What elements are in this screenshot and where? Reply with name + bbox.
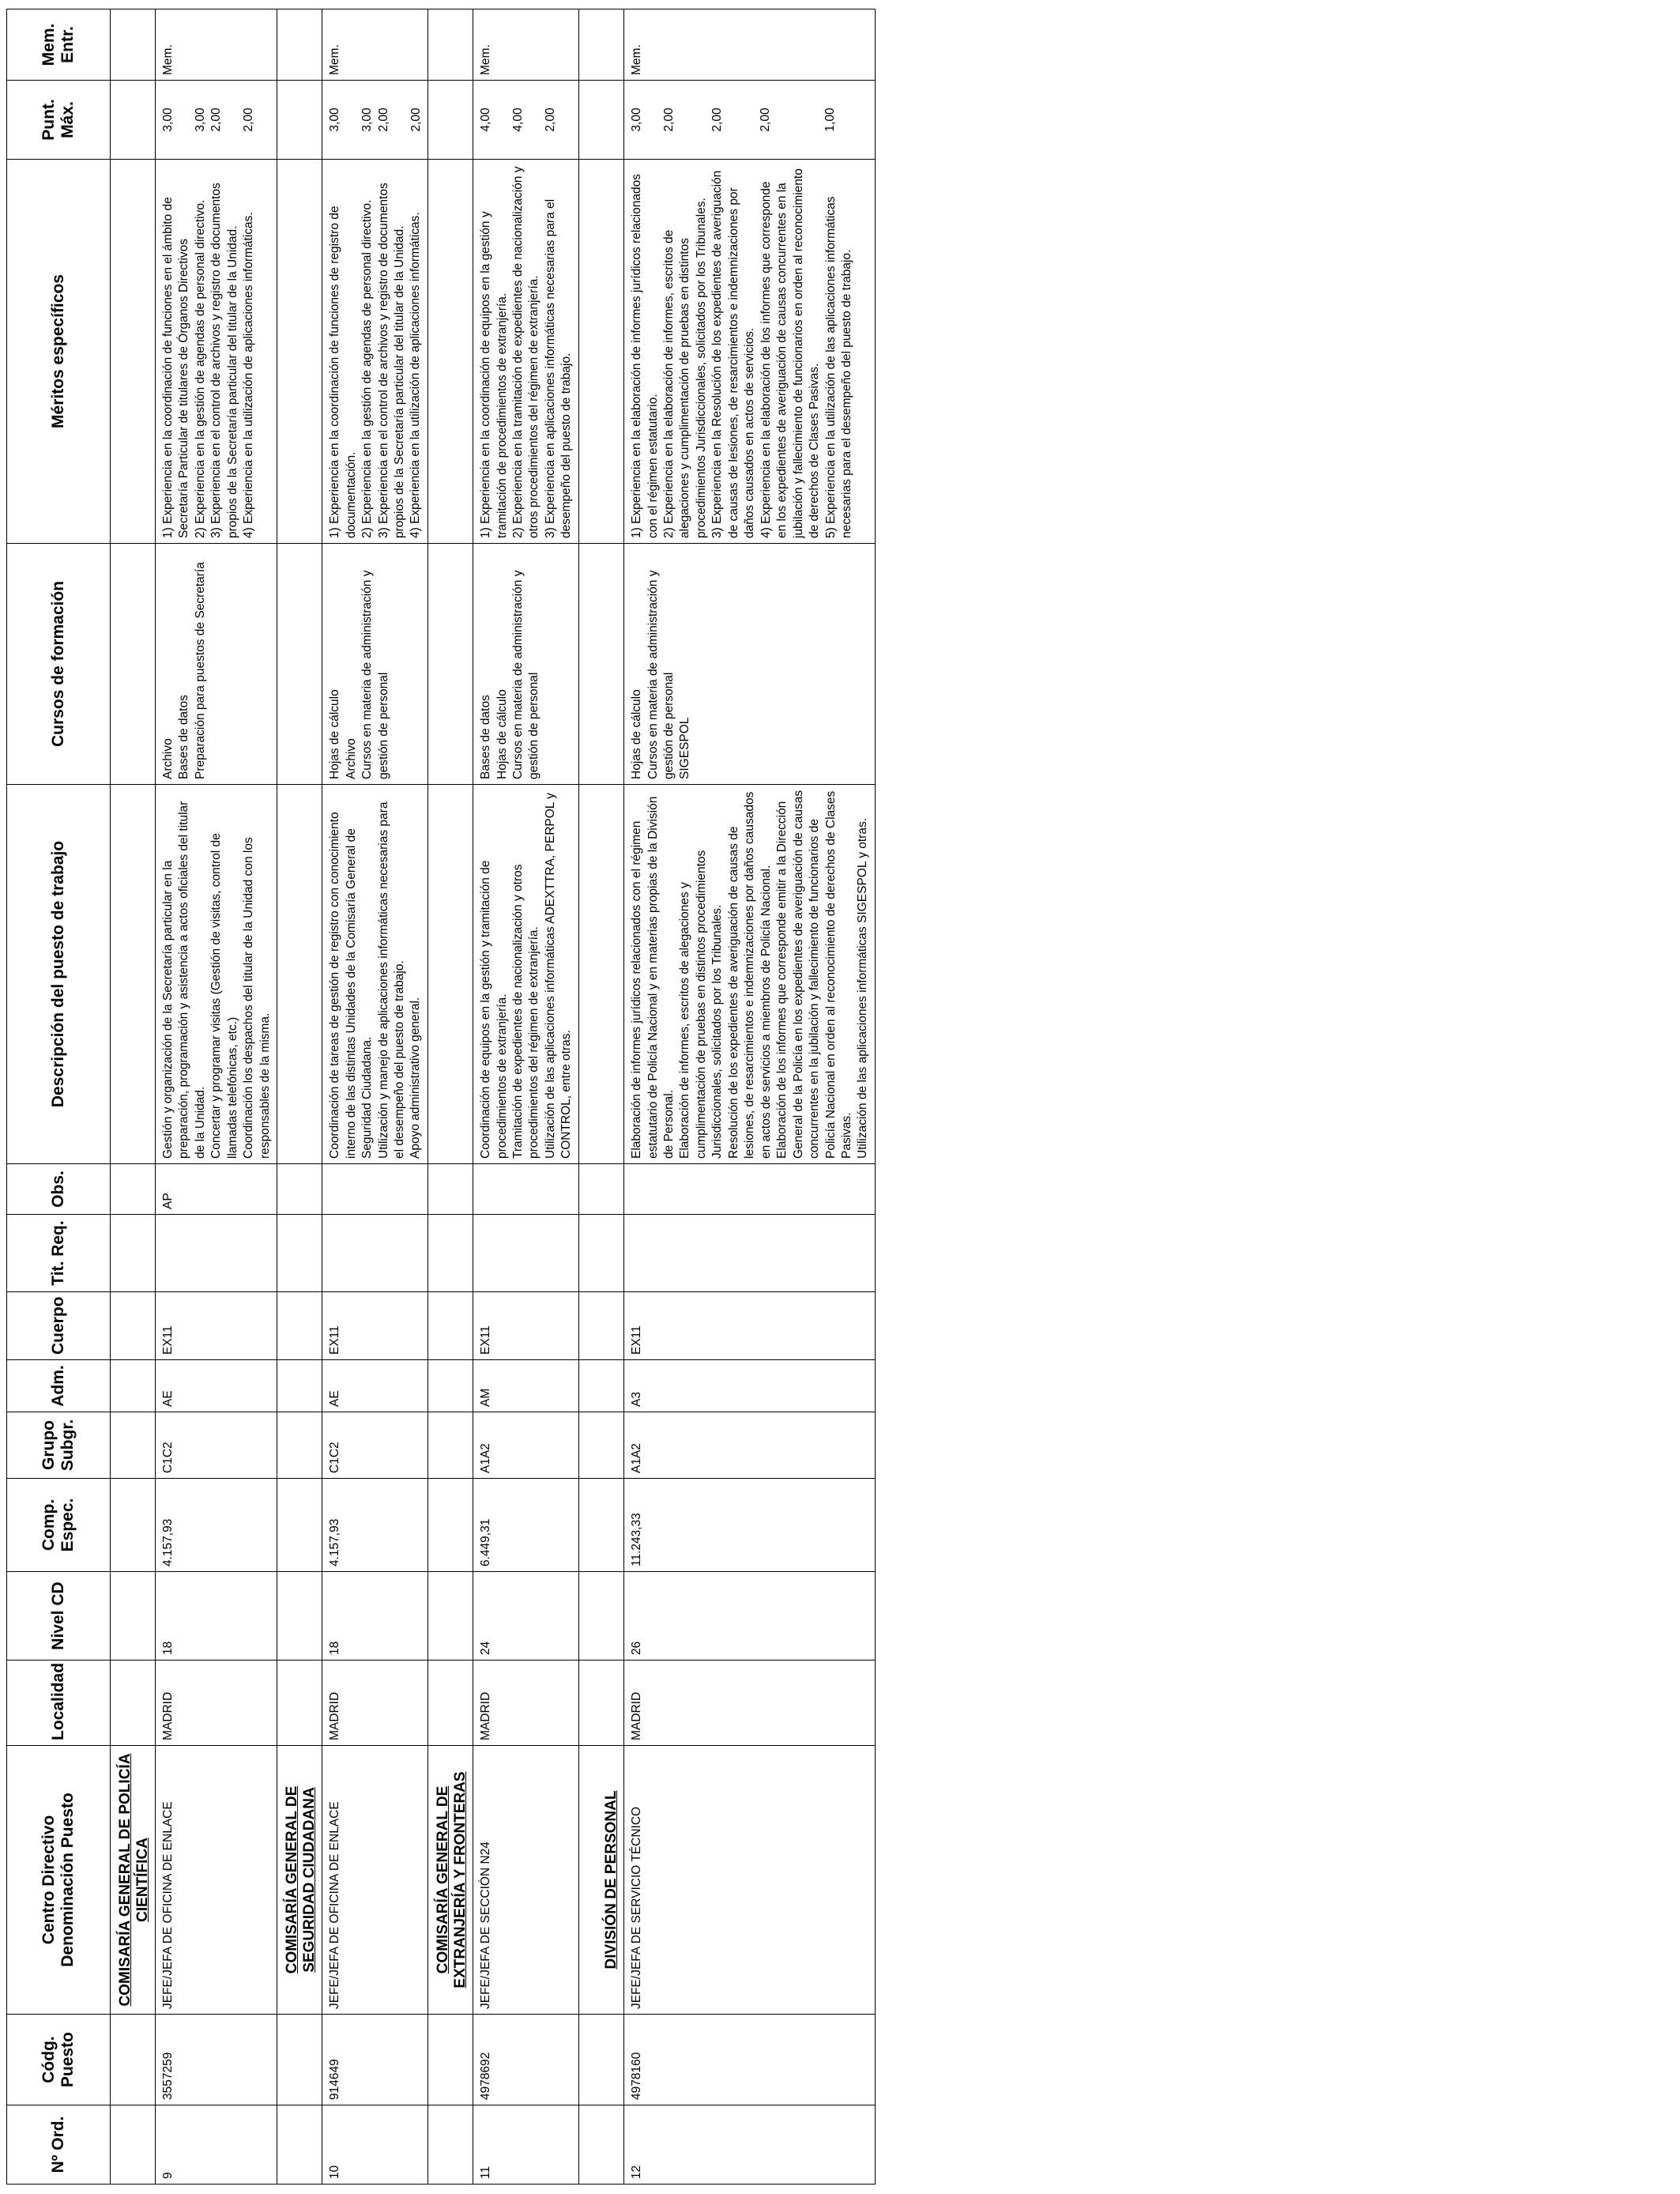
num-ord-cell: 10 [322, 2105, 428, 2185]
merito-item: 1) Experiencia en la coordinación de equipos en la gestión y tramitación de procedimientos de extranjería. [479, 211, 509, 538]
denominacion-cell: JEFE/JEFA DE OFICINA DE ENLACE [156, 1746, 277, 2015]
empty-cell [579, 9, 624, 81]
descripcion-cell [624, 785, 876, 1164]
section-row [111, 9, 156, 2185]
empty-cell [579, 81, 624, 160]
merito-item: 4) Experiencia en la utilización de aplicaciones informáticas. [242, 212, 256, 538]
curso-item: Cursos en materia de administración y gestión de personal [646, 570, 676, 779]
denominacion-cell: JEFE/JEFA DE SECCIÓN N24 [473, 1746, 579, 2015]
header-adm: Adm. [7, 1360, 111, 1412]
descripcion-line: Utilización de las aplicaciones informáticas SIGESPOL y otras. [856, 817, 870, 1159]
cuerpo-cell: EX11 [156, 1292, 277, 1360]
cod-puesto-cell: 4978160 [624, 2015, 876, 2105]
denominacion-cell: JEFE/JEFA DE OFICINA DE ENLACE [322, 1746, 428, 2015]
empty-cell [277, 160, 322, 544]
merito-item: 4) Experiencia en la utilización de aplicaciones informáticas. [409, 212, 423, 538]
table-body [111, 9, 876, 2185]
descripcion-line: Elaboración de informes, escritos de alegaciones y cumplimentación de pruebas en distintos procedimientos Jurisdiccionales, solicitados por los Tribunales. [678, 850, 725, 1159]
obs-cell [473, 1164, 579, 1215]
merito-item: 1) Experiencia en la elaboración de informes jurídicos relacionados con el régimen estatutario. [630, 174, 660, 538]
comp-espec-cell: 4.157,93 [156, 1479, 277, 1572]
empty-cell [111, 1661, 156, 1746]
empty-cell [428, 1661, 473, 1746]
denominacion-cell: JEFE/JEFA DE SERVICIO TÉCNICO [624, 1746, 876, 2015]
localidad-cell: MADRID [473, 1661, 579, 1746]
num-ord-cell: 12 [624, 2105, 876, 2185]
empty-cell [579, 785, 624, 1164]
tit-req-cell [624, 1215, 876, 1292]
curso-item: SIGESPOL [678, 717, 692, 779]
descripcion-line: Elaboración de informes jurídicos relacionados con el régimen estatutario de Policía Nacional y en materias propias de la División de Personal. [630, 796, 676, 1159]
empty-cell [579, 2105, 624, 2185]
curso-item: Archivo [161, 738, 175, 779]
curso-item: Hojas de cálculo [630, 689, 644, 779]
empty-cell [111, 785, 156, 1164]
localidad-cell: MADRID [322, 1661, 428, 1746]
cuerpo-cell: EX11 [624, 1292, 876, 1360]
descripcion-line: Tramitación de expedientes de nacionalización y otros procedimientos del régimen de extranjería. [510, 864, 541, 1159]
empty-cell [579, 544, 624, 785]
grupo-cell: A1A2 [473, 1412, 579, 1479]
empty-cell [579, 1215, 624, 1292]
punto-value: 3,00 [194, 107, 207, 132]
descripcion-line: Coordinación de tareas de gestión de registro con conocimiento interno de las distintas Unidades de la Comisaría General de Seguridad Ciudadana. [328, 812, 375, 1159]
meritos-cell [624, 160, 876, 544]
meritos-cell [473, 160, 579, 544]
mem-cell: Mem. [156, 9, 277, 81]
empty-cell [579, 1479, 624, 1572]
puntos-cell [322, 81, 428, 160]
punto-value: 3,00 [328, 107, 342, 132]
merito-item: 3) Experiencia en la Resolución de los expedientes de averiguación de causas de lesiones, de resarcimientos e indemnizaciones por daños causados en actos de servicios. [710, 170, 757, 538]
empty-cell [111, 1412, 156, 1479]
num-ord-cell: 11 [473, 2105, 579, 2185]
merito-item: 3) Experiencia en el control de archivos y registro de documentos propios de la Secretaría particular del titular de la Unidad. [209, 183, 239, 538]
table-row [322, 9, 428, 2185]
grupo-cell: C1C2 [322, 1412, 428, 1479]
empty-cell [277, 1479, 322, 1572]
empty-cell [428, 1479, 473, 1572]
header-cod-puesto: Códg. Puesto [7, 2015, 111, 2105]
nivel-cell: 26 [624, 1572, 876, 1661]
puntos-cell [624, 81, 876, 160]
tit-req-cell [322, 1215, 428, 1292]
empty-cell [111, 1572, 156, 1661]
header-descripcion: Descripción del puesto de trabajo [7, 785, 111, 1164]
job-positions-table [6, 9, 876, 2185]
nivel-cell: 18 [322, 1572, 428, 1661]
section-centro-title: COMISARÍA GENERAL DE SEGURIDAD CIUDADANA [277, 1746, 322, 2015]
descripcion-line: Resolución de los expedientes de averiguación de causas de lesiones, de resarcimientos e indemnizaciones por daños causados en actos de servicios a miembros de Policía Nacional. [726, 791, 773, 1159]
punto-value: 4,00 [479, 107, 493, 132]
adm-cell: AE [156, 1360, 277, 1412]
curso-item: Cursos en materia de administración y gestión de personal [510, 570, 541, 779]
empty-cell [579, 160, 624, 544]
header-nivel: Nivel CD [7, 1572, 111, 1661]
descripcion-line: Apoyo administrativo general. [409, 997, 423, 1159]
puntos-cell [473, 81, 579, 160]
empty-cell [277, 1215, 322, 1292]
punto-value: 2,00 [759, 107, 773, 132]
header-row [7, 9, 111, 2185]
header-obs: Obs. [7, 1164, 111, 1215]
punto-value: 1,00 [823, 107, 838, 132]
punto-value: 2,00 [409, 107, 423, 132]
table-row [156, 9, 277, 2185]
empty-cell [111, 1164, 156, 1215]
curso-item: Bases de datos [177, 695, 191, 779]
obs-cell [624, 1164, 876, 1215]
adm-cell: A3 [624, 1360, 876, 1412]
curso-item: Archivo [344, 738, 358, 779]
empty-cell [579, 1292, 624, 1360]
punto-value: 4,00 [511, 107, 525, 132]
obs-cell [322, 1164, 428, 1215]
header-cuerpo: Cuerpo [7, 1292, 111, 1360]
empty-cell [428, 1572, 473, 1661]
cod-puesto-cell: 4978692 [473, 2015, 579, 2105]
empty-cell [579, 1572, 624, 1661]
empty-cell [111, 81, 156, 160]
empty-cell [277, 1412, 322, 1479]
punto-value: 2,00 [662, 107, 676, 132]
header-meritos: Méritos específicos [7, 160, 111, 544]
section-centro-title: DIVISIÓN DE PERSONAL [579, 1746, 624, 2015]
obs-cell: AP [156, 1164, 277, 1215]
empty-cell [277, 9, 322, 81]
curso-item: Cursos en materia de administración y gestión de personal [360, 570, 390, 779]
punto-value: 3,00 [360, 107, 375, 132]
meritos-cell [156, 160, 277, 544]
empty-cell [579, 1164, 624, 1215]
empty-cell [111, 1292, 156, 1360]
merito-item: 4) Experiencia en la elaboración de los informes que corresponde en los expedientes de averiguación de causas concurrentes en la jubilación y fallecimiento de funcionarios en orden al reconocimiento de derechos de Clases Pasivas. [759, 168, 822, 538]
descripcion-line: Coordinación de equipos en la gestión y tramitación de procedimientos de extranjería. [479, 860, 509, 1159]
merito-item: 2) Experiencia en la tramitación de expedientes de nacionalización y otros procedimientos del régimen de extranjería. [510, 166, 541, 538]
puntos-cell [156, 81, 277, 160]
nivel-cell: 18 [156, 1572, 277, 1661]
table-row [624, 9, 876, 2185]
cursos-cell [156, 544, 277, 785]
empty-cell [428, 81, 473, 160]
empty-cell [277, 544, 322, 785]
punto-value: 2,00 [242, 107, 256, 132]
section-row [428, 9, 473, 2185]
curso-item: Bases de datos [479, 695, 493, 779]
descripcion-cell [156, 785, 277, 1164]
localidad-cell: MADRID [156, 1661, 277, 1746]
descripcion-line: Elaboración de los informes que corresponde emitir a la Dirección General de la Policía en los expedientes de averiguación de causas concurrentes en la jubilación y fallecimiento de funcionarios de Policía Nacional en orden al reconocimiento de derechos de Clases Pasivas. [775, 790, 853, 1159]
merito-item: 2) Experiencia en la gestión de agendas de personal directivo. [360, 199, 375, 538]
empty-cell [428, 2015, 473, 2105]
empty-cell [277, 785, 322, 1164]
cod-puesto-cell: 3557259 [156, 2015, 277, 2105]
table-row [473, 9, 579, 2185]
empty-cell [277, 1292, 322, 1360]
empty-cell [111, 1215, 156, 1292]
nivel-cell: 24 [473, 1572, 579, 1661]
num-ord-cell: 9 [156, 2105, 277, 2185]
empty-cell [111, 2105, 156, 2185]
adm-cell: AE [322, 1360, 428, 1412]
punto-value: 2,00 [376, 107, 390, 132]
section-row [579, 9, 624, 2185]
empty-cell [579, 1412, 624, 1479]
header-grupo: Grupo Subgr. [7, 1412, 111, 1479]
empty-cell [277, 1164, 322, 1215]
empty-cell [428, 160, 473, 544]
empty-cell [579, 2015, 624, 2105]
header-mem: Mem. Entr. [7, 9, 111, 81]
empty-cell [277, 1572, 322, 1661]
curso-item: Preparación para puestos de Secretaría [193, 562, 207, 779]
mem-cell: Mem. [624, 9, 876, 81]
section-row [277, 9, 322, 2185]
cursos-cell [473, 544, 579, 785]
empty-cell [428, 2105, 473, 2185]
mem-cell: Mem. [473, 9, 579, 81]
cuerpo-cell: EX11 [322, 1292, 428, 1360]
merito-item: 2) Experiencia en la elaboración de informes, escritos de alegaciones y cumplimentación de pruebas en distintos procedimientos Jurisdiccionales, solicitados por los Tribunales. [661, 198, 708, 538]
empty-cell [111, 9, 156, 81]
header-punt: Punt. Máx. [7, 81, 111, 160]
merito-item: 3) Experiencia en el control de archivos y registro de documentos propios de la Secretaría particular del titular de la Unidad. [376, 183, 406, 538]
empty-cell [277, 2015, 322, 2105]
curso-item: Hojas de cálculo [495, 689, 509, 779]
comp-espec-cell: 11.243,33 [624, 1479, 876, 1572]
merito-item: 1) Experiencia en la coordinación de funciones de registro de documentación. [328, 205, 358, 538]
adm-cell: AM [473, 1360, 579, 1412]
empty-cell [111, 544, 156, 785]
merito-item: 1) Experiencia en la coordinación de funciones en el ámbito de Secretaría Particular de titulares de Órganos Directivos [161, 197, 191, 538]
cod-puesto-cell: 914649 [322, 2015, 428, 2105]
meritos-cell [322, 160, 428, 544]
empty-cell [277, 1360, 322, 1412]
empty-cell [277, 81, 322, 160]
empty-cell [111, 2015, 156, 2105]
empty-cell [579, 1661, 624, 1746]
merito-item: 3) Experiencia en aplicaciones informáticas necesarias para el desempeño del puesto de trabajo. [543, 198, 574, 538]
section-centro-title: COMISARÍA GENERAL DE EXTRANJERÍA Y FRONTERAS [428, 1746, 473, 2015]
punto-value: 3,00 [630, 107, 644, 132]
merito-item: 5) Experiencia en la utilización de las aplicaciones informáticas necesarias para el desempeño del puesto de trabajo. [823, 196, 853, 538]
section-centro-title: COMISARÍA GENERAL DE POLICÍA CIENTÍFICA [111, 1746, 156, 2015]
empty-cell [277, 1661, 322, 1746]
descripcion-cell [322, 785, 428, 1164]
mem-cell: Mem. [322, 9, 428, 81]
localidad-cell: MADRID [624, 1661, 876, 1746]
curso-item: Hojas de cálculo [328, 689, 342, 779]
empty-cell [428, 9, 473, 81]
descripcion-line: Coordinación los despachos del titular de la Unidad con los responsables de la misma. [242, 837, 272, 1159]
punto-value: 2,00 [544, 107, 558, 132]
punto-value: 2,00 [209, 107, 224, 132]
header-comp: Comp. Espec. [7, 1479, 111, 1572]
header-num-ord: Nº Ord. [7, 2105, 111, 2185]
tit-req-cell [156, 1215, 277, 1292]
empty-cell [428, 1292, 473, 1360]
descripcion-line: Gestión y organización de la Secretaría particular en la preparación, programación y asistencia a actos oficiales del titular de la Unidad. [161, 801, 207, 1159]
grupo-cell: C1C2 [156, 1412, 277, 1479]
header-centro: Centro Directivo Denominación Puesto [7, 1746, 111, 2015]
header-tit: Tit. Req. [7, 1215, 111, 1292]
comp-espec-cell: 4.157,93 [322, 1479, 428, 1572]
empty-cell [428, 1412, 473, 1479]
empty-cell [428, 1360, 473, 1412]
cursos-cell [322, 544, 428, 785]
descripcion-line: Utilización y manejo de aplicaciones informáticas necesarias para el desempeño del puesto de trabajo. [376, 801, 406, 1159]
empty-cell [428, 1164, 473, 1215]
grupo-cell: A1A2 [624, 1412, 876, 1479]
punto-value: 2,00 [710, 107, 725, 132]
empty-cell [111, 1479, 156, 1572]
empty-cell [277, 2105, 322, 2185]
cuerpo-cell: EX11 [473, 1292, 579, 1360]
empty-cell [579, 1360, 624, 1412]
descripcion-line: Concertar y programar visitas (Gestión de visitas, control de llamadas telefónicas, etc.) [209, 833, 239, 1159]
empty-cell [428, 785, 473, 1164]
descripcion-cell [473, 785, 579, 1164]
punto-value: 3,00 [161, 107, 175, 132]
tit-req-cell [473, 1215, 579, 1292]
descripcion-line: Utilización de las aplicaciones informáticas ADEXTTRA, PERPOL y CONTROL, entre otras. [543, 793, 574, 1159]
empty-cell [111, 160, 156, 544]
header-localidad: Localidad [7, 1661, 111, 1746]
header-cursos: Cursos de formación [7, 544, 111, 785]
empty-cell [111, 1360, 156, 1412]
cursos-cell [624, 544, 876, 785]
merito-item: 2) Experiencia en la gestión de agendas de personal directivo. [193, 199, 207, 538]
comp-espec-cell: 6.449,31 [473, 1479, 579, 1572]
empty-cell [428, 1215, 473, 1292]
empty-cell [428, 544, 473, 785]
